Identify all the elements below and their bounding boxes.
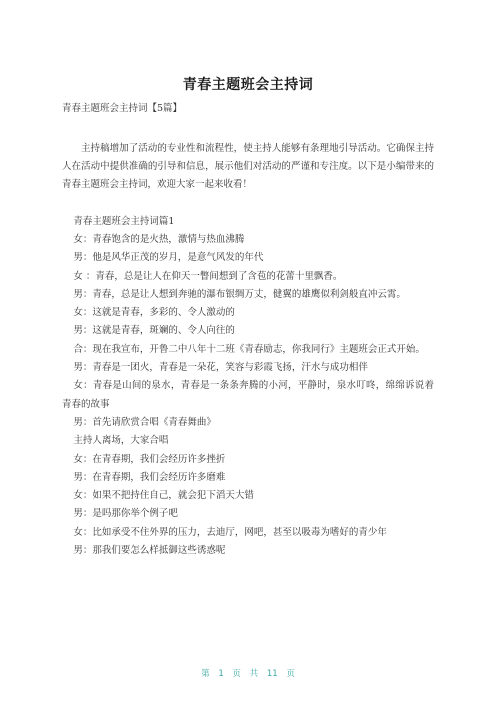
page-footer: 第 1 页 共 11 页: [201, 669, 295, 679]
dialogue-line: 男：首先请欣赏合唱《青春舞曲》: [73, 416, 216, 428]
document-title: 青春主题班会主持词: [182, 77, 314, 93]
intro-paragraph: 主持稿增加了活动的专业性和流程性，使主持人能够有条理地引导活动。它确保主持人在活动中提供准确的引导和信息，展示他们对活动的严谨和专注度。以下是小编带来的青春主题班会主持词，欢迎大家一起来收看！: [62, 143, 434, 190]
document-subtitle: 青春主题班会主持词【5篇】: [62, 103, 183, 114]
section-heading: 青春主题班会主持词篇1: [73, 216, 175, 227]
dialogue-line: 男：那我们要怎么样抵御这些诱惑呢: [73, 545, 226, 557]
dialogue-line: 男：青春是一团火，青春是一朵花，笑容与彩霞飞扬，汗水与成功相伴: [73, 362, 368, 374]
dialogue-line: 男：他是风华正茂的岁月，是意气风发的年代: [73, 252, 264, 264]
dialogue-line: 主持人离场，大家合唱: [73, 435, 169, 447]
dialogue-line: 女：如果不把持住自己，就会犯下滔天大错: [73, 490, 254, 502]
dialogue-line: 女：比如承受不住外界的压力，去迪厅，网吧，甚至以吸毒为嗜好的青少年: [73, 526, 387, 538]
dialogue-line: 男：在青春期，我们会经历许多磨难: [73, 471, 226, 483]
dialogue-line: 女：青春是山间的泉水，青春是一条条奔腾的小河，平静时，泉水叮咚，绵绵诉说着青春的故事: [62, 380, 434, 410]
dialogue-line: 女：青春饱含的是火热，激情与热血沸腾: [73, 234, 245, 245]
dialogue-line: 男：这就是青春，斑斓的、令人向往的: [73, 325, 235, 337]
dialogue-line: 女：这就是青春，多彩的、令人激动的: [73, 307, 235, 319]
dialogue-line: 女：在青春期，我们会经历许多挫折: [73, 453, 226, 465]
dialogue-line: 男：是吗那你举个例子吧: [73, 508, 178, 520]
dialogue-lines: [62, 231, 434, 560]
dialogue-line: 合：现在我宣布，开鲁二中八年十二班《青春励志，你我同行》主题班会正式开始。: [73, 343, 425, 355]
dialogue-line: 女 ：青春，总是让人在仰天一瞥间想到了含苞的花蕾十里飘香。: [73, 270, 343, 282]
dialogue-line: 男：青春，总是让人想到奔驰的瀑布银绸万丈，健翼的雄鹰似利剑般直冲云霄。: [73, 288, 406, 300]
